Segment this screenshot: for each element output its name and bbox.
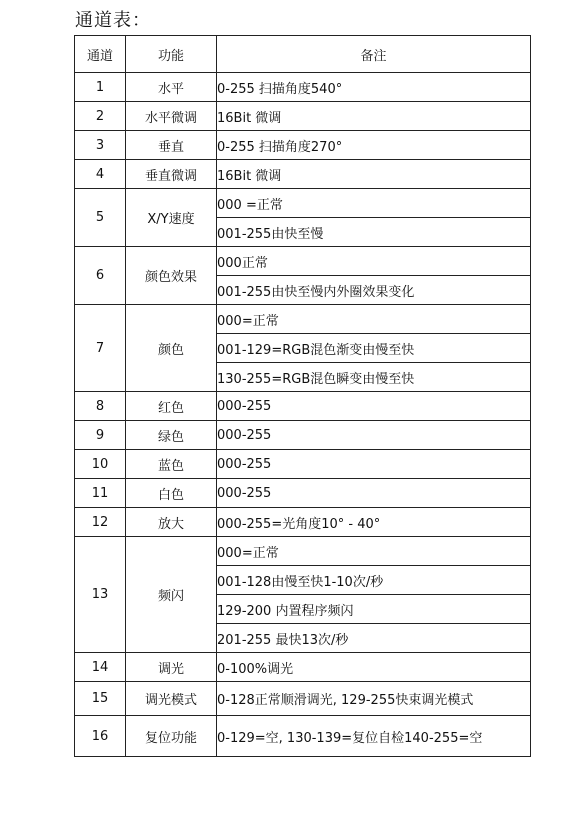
- table-row: [75, 682, 531, 716]
- table-row: [75, 421, 531, 450]
- channel-number: 14: [75, 653, 126, 682]
- channel-number: 4: [75, 160, 126, 189]
- channel-number: 3: [75, 131, 126, 160]
- table-row: [75, 716, 531, 757]
- header-channel: 通道: [75, 36, 126, 73]
- channel-function: 复位功能: [126, 716, 217, 757]
- channel-function: 红色: [126, 392, 217, 421]
- table-row: [75, 305, 531, 334]
- channel-note: 001-128由慢至快1-10次/秒: [217, 566, 531, 595]
- channel-number: 7: [75, 305, 126, 392]
- channel-number: 15: [75, 682, 126, 716]
- channel-note: 0-100%调光: [217, 653, 531, 682]
- channel-note: 201-255 最快13次/秒: [217, 624, 531, 653]
- channel-note: 000-255: [217, 421, 531, 450]
- channel-note: 000=正常: [217, 537, 531, 566]
- channel-number: 6: [75, 247, 126, 305]
- page-title: 通道表：: [75, 10, 151, 31]
- table-row: [75, 537, 531, 566]
- table-row: [75, 131, 531, 160]
- channel-note: 129-200 内置程序频闪: [217, 595, 531, 624]
- channel-table: [74, 35, 531, 757]
- table-row: [75, 247, 531, 276]
- channel-note: 000-255: [217, 450, 531, 479]
- channel-number: 16: [75, 716, 126, 757]
- channel-number: 10: [75, 450, 126, 479]
- channel-note: 16Bit 微调: [217, 102, 531, 131]
- channel-number: 13: [75, 537, 126, 653]
- table-row: [75, 73, 531, 102]
- table-row: [75, 102, 531, 131]
- channel-function: 颜色: [126, 305, 217, 392]
- table-row: [75, 450, 531, 479]
- channel-note: 0-128正常顺滑调光, 129-255快束调光模式: [217, 682, 531, 716]
- header-function: 功能: [126, 36, 217, 73]
- channel-function: 颜色效果: [126, 247, 217, 305]
- table-row: [75, 653, 531, 682]
- channel-note: 0-255 扫描角度540°: [217, 73, 531, 102]
- channel-function: 调光: [126, 653, 217, 682]
- channel-number: 11: [75, 479, 126, 508]
- table-row: [75, 189, 531, 218]
- channel-note: 001-129=RGB混色渐变由慢至快: [217, 334, 531, 363]
- channel-number: 1: [75, 73, 126, 102]
- channel-function: 白色: [126, 479, 217, 508]
- channel-function: 频闪: [126, 537, 217, 653]
- channel-number: 2: [75, 102, 126, 131]
- channel-number: 9: [75, 421, 126, 450]
- channel-note: 000-255: [217, 479, 531, 508]
- channel-function: X/Y速度: [126, 189, 217, 247]
- channel-function: 放大: [126, 508, 217, 537]
- channel-function: 蓝色: [126, 450, 217, 479]
- channel-function: 垂直: [126, 131, 217, 160]
- channel-function: 垂直微调: [126, 160, 217, 189]
- channel-note: 000-255=光角度10° - 40°: [217, 508, 531, 537]
- channel-function: 调光模式: [126, 682, 217, 716]
- table-row: [75, 508, 531, 537]
- channel-note: 130-255=RGB混色瞬变由慢至快: [217, 363, 531, 392]
- channel-number: 8: [75, 392, 126, 421]
- table-row: [75, 479, 531, 508]
- channel-note: 000=正常: [217, 305, 531, 334]
- table-row: [75, 392, 531, 421]
- channel-note: 001-255由快至慢: [217, 218, 531, 247]
- table-row: [75, 160, 531, 189]
- channel-function: 水平: [126, 73, 217, 102]
- channel-note: 000 =正常: [217, 189, 531, 218]
- channel-note: 000正常: [217, 247, 531, 276]
- channel-number: 5: [75, 189, 126, 247]
- channel-number: 12: [75, 508, 126, 537]
- header-note: 备注: [217, 36, 531, 73]
- channel-function: 水平微调: [126, 102, 217, 131]
- header-row: [75, 36, 531, 73]
- channel-note: 0-255 扫描角度270°: [217, 131, 531, 160]
- channel-function: 绿色: [126, 421, 217, 450]
- channel-note: 001-255由快至慢内外圈效果变化: [217, 276, 531, 305]
- channel-note: 000-255: [217, 392, 531, 421]
- channel-note: 16Bit 微调: [217, 160, 531, 189]
- channel-note: 0-129=空, 130-139=复位自检140-255=空: [217, 716, 531, 757]
